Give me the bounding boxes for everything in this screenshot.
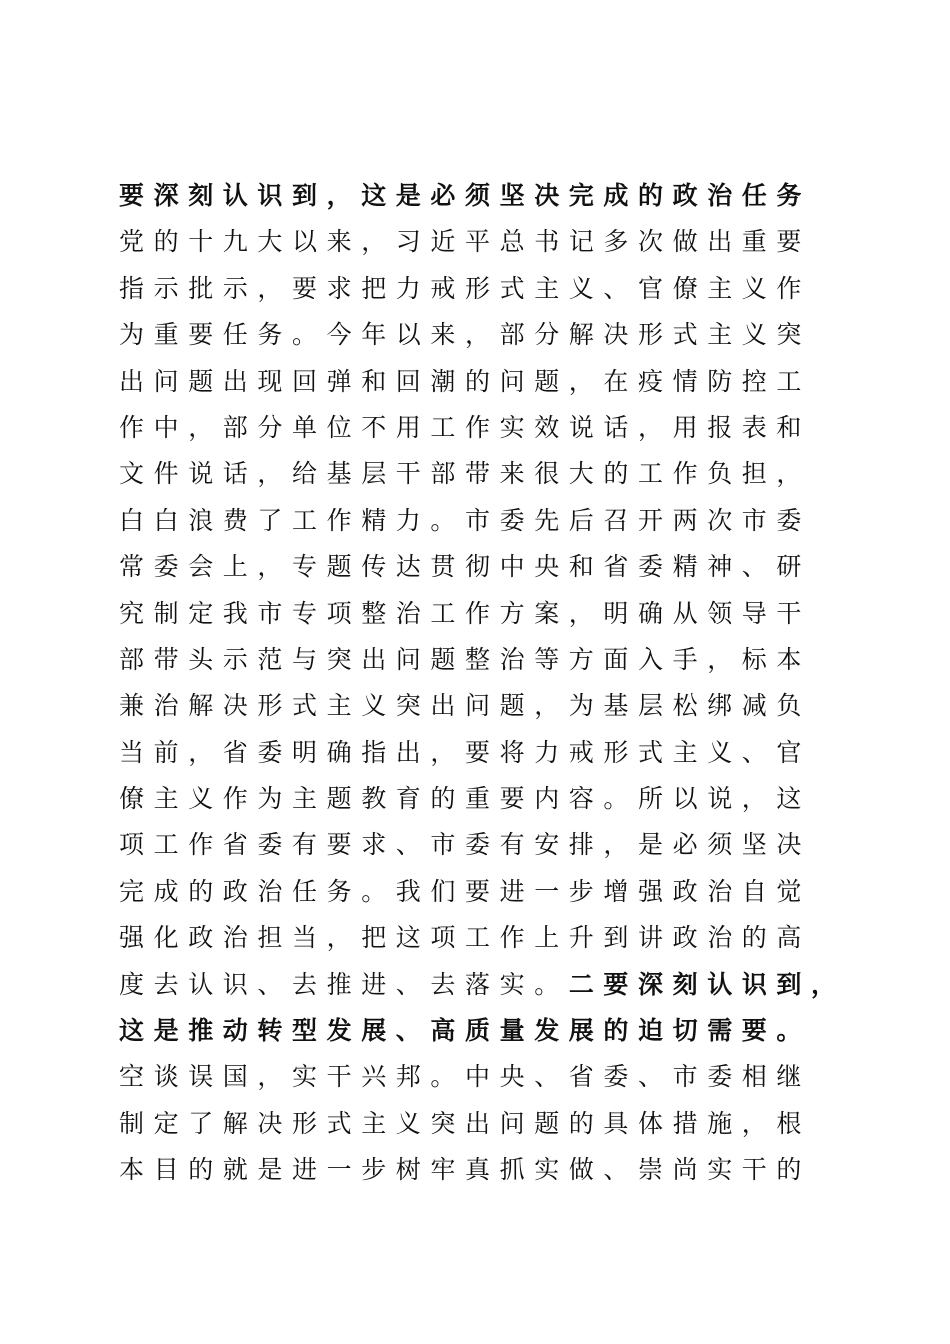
text-segment: 白白浪费了工作精力。市委先后召开两次市委 — [119, 505, 812, 535]
text-segment: 为重要任务。今年以来，部分解决形式主义突 — [119, 320, 812, 350]
text-segment: 强化政治担当，把这项工作上升到讲政治的高 — [119, 923, 812, 953]
text-segment: 完成的政治任务。我们要进一步增强政治自觉 — [119, 876, 812, 906]
text-segment: 本目的就是进一步树牢真抓实做、崇尚实干的 — [119, 1155, 812, 1185]
text-line — [119, 1147, 859, 1193]
text-segment: 当前，省委明确指出，要将力戒形式主义、官 — [119, 737, 812, 767]
text-segment: 作中，部分单位不用工作实效说话，用报表和 — [119, 412, 812, 442]
text-line — [119, 637, 859, 683]
bold-text-segment: 二要深刻认识到， — [568, 969, 846, 999]
text-segment: 党的十九大以来，习近平总书记多次做出重要 — [119, 227, 812, 257]
text-line — [119, 915, 859, 961]
text-line — [119, 544, 859, 590]
text-line — [119, 591, 859, 637]
text-line — [119, 1008, 859, 1054]
text-segment: 度去认识、去推进、去落实。 — [119, 969, 569, 999]
text-segment: 指示批示，要求把力戒形式主义、官僚主义作 — [119, 273, 812, 303]
text-line — [119, 266, 859, 312]
text-line — [119, 962, 859, 1008]
text-segment: 兼治解决形式主义突出问题，为基层松绑减负 — [119, 691, 812, 721]
text-line — [119, 173, 859, 219]
text-segment: 项工作省委有要求、市委有安排，是必须坚决 — [119, 830, 812, 860]
body-text — [119, 173, 859, 1194]
bold-text-segment: 这是推动转型发展、高质量发展的迫切需要。 — [119, 1016, 812, 1046]
text-line — [119, 683, 859, 729]
text-segment: 常委会上，专题传达贯彻中央和省委精神、研 — [119, 552, 812, 582]
text-line — [119, 219, 859, 265]
text-segment: 部带头示范与突出问题整治等方面入手，标本 — [119, 644, 812, 674]
text-segment: 制定了解决形式主义突出问题的具体措施，根 — [119, 1108, 812, 1138]
bold-text-segment: 要深刻认识到，这是必须坚决完成的政治任务 — [119, 181, 812, 210]
text-line — [119, 869, 859, 915]
text-line — [119, 359, 859, 405]
text-segment: 僚主义作为主题教育的重要内容。所以说，这 — [119, 784, 812, 814]
text-segment: 出问题出现回弹和回潮的问题，在疫情防控工 — [119, 366, 812, 396]
text-line — [119, 1101, 859, 1147]
text-line — [119, 451, 859, 497]
text-line — [119, 776, 859, 822]
text-line — [119, 312, 859, 358]
text-segment: 空谈误国，实干兴邦。中央、省委、市委相继 — [119, 1062, 812, 1092]
text-line — [119, 730, 859, 776]
text-segment: 究制定我市专项整治工作方案，明确从领导干 — [119, 598, 812, 628]
text-line — [119, 405, 859, 451]
text-segment: 文件说话，给基层干部带来很大的工作负担， — [119, 459, 812, 489]
text-line — [119, 822, 859, 868]
text-line — [119, 498, 859, 544]
text-line — [119, 1054, 859, 1100]
